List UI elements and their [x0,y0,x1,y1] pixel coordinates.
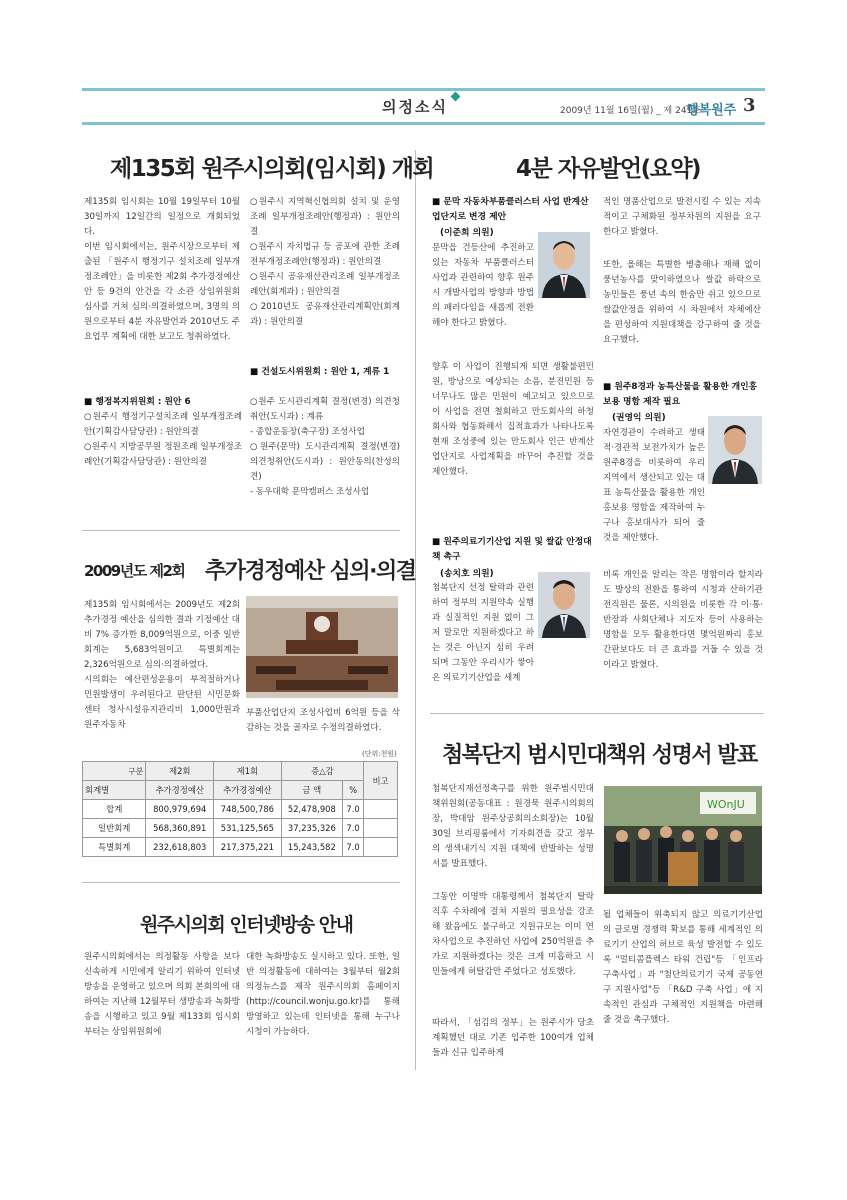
speech2-heading: ■ 원주의료기기산업 지원 및 쌀값 안정대책 촉구 [432,537,592,562]
table-cell-note [364,838,398,857]
table-header-gubun [83,762,146,781]
article3-col2: 대한 녹화방송도 실시하고 있다. 또한, 일반 의정활동에 대하여는 3월부터 월2회 의정뉴스를 제작 원주시의회 홈페이지(http://council.wonju.go.kr)를 통해 방영하고 있는데 인터넷을 통해 누구나 시청이 가능하다. [246,952,400,1037]
table-header-diff: 증△감 [281,762,363,781]
section-title-dot-icon [451,92,461,102]
issue-date: 2009년 11월 16일(월) _ 제 241호 [560,106,701,116]
table-header-amount: 금 액 [281,781,342,800]
article2-title-big: 추가경정예산 심의·의결 [205,559,416,584]
article2-title-small: 2009년도 제2회 [84,562,185,580]
article1-col2-item: ○원주시 지역혁신협의회 설치 및 운영조례 일부개정조례안(행정과) : 원안의결 [250,197,400,237]
table-row [83,838,398,857]
article1-col2-item: ○원주시 자치법규 등 공포에 관한 조례 전부개정조례안(행정과) : 원안의결 [250,242,400,267]
table-cell-pct: 7.0 [343,819,364,838]
table-cell-amount: 15,243,582 [281,838,342,857]
banner-sign-text: WOnJU [707,798,745,811]
section-title: 의정소식 [382,98,448,116]
table-cell-v2: 568,360,891 [146,819,214,838]
speech2-speaker: (송치호 의원) [440,569,494,579]
table-cell-pct: 7.0 [343,800,364,819]
table-header-1st: 제1회 [214,762,282,781]
table-cell-v1: 531,125,565 [214,819,282,838]
article-divider [430,713,764,714]
speaker1-portrait [538,232,590,298]
article1-col1 [84,195,240,385]
header-top-rule [82,88,765,91]
article1-col2-item: ○2010년도 공유재산관리계획안(회계과) : 원안의결 [250,302,400,327]
article2-col1-p2: 시의회는 예산편성운용이 부적절하거나 민원발생이 우려된다고 판단된 시민문화센터 청사시설유지관리비 1,000만원과 원주자동차 [84,675,240,730]
speaker2-portrait [538,572,590,638]
article1-col1-p2: 이번 임시회에서는, 원주시장으로부터 제출된 「원주시 행정기구 설치조례 일부개정조례안」을 비롯한 제2회 추가경정예산안 등 9건의 안건을 각 소관 상임위원회 심사를 거쳐 심의·의결하였으며, 3명의 의원으로부터 4분 자유발언과 2010년도 주요업무 계획에 대한 보고도 청취하였다. [84,242,240,342]
table-cell-name: 일반회계 [83,819,146,838]
article4-title: 4분 자유발언(요약) [516,156,701,182]
committee1-heading: ■ 행정복지위원회 : 원안 6 [84,397,191,407]
article2-col1 [84,598,240,752]
table-cell-name: 합계 [83,800,146,819]
table-header-hoegye: 회계별 [83,781,146,800]
brand-name: 행복원주 [686,103,737,118]
table-cell-v2: 232,618,803 [146,838,214,857]
committee1-item: ○원주시 행정기구설치조례 일부개정조례안(기획감사담당관) : 원안의결 [84,412,242,437]
article1-col2-item: ○원주시 공유재산관리조례 일부개정조례안(회계과) : 원안의결 [250,272,400,297]
table-header-note: 비고 [364,762,398,800]
table-cell-v2: 800,979,694 [146,800,214,819]
committee2-item: ○원주 도시관리계획 결정(변경) 의견청취안(도시과) : 계류 [250,397,400,422]
committee1-item: ○원주시 지방공무원 정원조례 일부개정조례안(기획감사담당관) : 원안의결 [84,442,242,467]
article5-col2-p1: 될 업체들이 위축되지 않고 의료기기산업의 글로벌 경쟁력 확보를 통해 세계적인 의료기기 산업의 허브로 육성 발전할 수 있도록 "멀티콤플렉스 타워 건립"등 「인프라 구축사업」과 "첨단의료기기 국제 공동연구 지원사업"등 「R&D 구축 사업」에 지속적인 관심과 구체적인 지원책을 마련해 줄 것을 촉구했다. [603,910,763,1025]
speech2-p1-start: 첨복단지 선정 탈락과 관련하여 정부의 지원약속 실행과 실질적인 지원 없이 그저 말로만 지원하겠다고 하는 것은 아닌지 심히 우려되며 그동안 우리시가 쌓아온 의료기기산업을 세계 [432,583,534,683]
committee2-heading: ■ 건설도시위원회 : 원안 1, 계류 1 [250,367,390,377]
speech2-col2-p1: 적인 명품산업으로 발전시킬 수 있는 지속적이고 구체화된 정부차원의 지원을 요구한다고 밝혔다. [603,197,761,237]
table-cell-amount: 52,478,908 [281,800,342,819]
table-cell-v1: 748,500,786 [214,800,282,819]
article3-title: 원주시의회 인터넷방송 안내 [140,914,353,936]
table-cell-note [364,800,398,819]
committee2-item: ○원주(문막) 도시관리계획 결정(변경) 의견청취안(도시과) : 원안동의(찬성의견) [250,442,400,482]
article2-col2: 부품산업단지 조성사업비 6억원 등을 삭감하는 것을 골자로 수정의결하였다. [246,708,400,733]
committee1-list [84,410,242,510]
speaker3-portrait [708,416,762,484]
table-row [83,800,398,819]
speaker1-portrait-image [538,232,590,298]
article5-col1-p2: 그동안 이명박 대통령께서 첨복단지 탈락 직후 수차례에 걸쳐 지원의 필요성을 강조해 왔음에도 불구하고 지원규모는 이미 연차사업으로 추진하던 사업에 250억원을 추가로 지원하겠다는 것은 크게 미흡하고 시민들에게 허탈감만 주었다고 성토했다. [432,892,594,977]
page-number: 3 [743,95,756,116]
table-cell-name: 특별회계 [83,838,146,857]
article1-col1-p1: 제135회 임시회는 10월 19일부터 10월 30일까지 12일간의 일정으로 개회되었다. [84,197,240,237]
committee2-item: - 종합운동장(축구장) 조성사업 [250,427,365,437]
council-chamber-image [246,596,398,698]
article1-col2-list [250,195,400,355]
press-conference-photo [604,786,762,894]
article2-col1-p1: 제135회 임시회에서는 2009년도 제2회 추가경정 예산을 심의한 결과 기정예산 대비 7% 증가한 8,009억원으로, 이중 일반회계는 5,683억원이고 특별회계는 2,326억원으로 심의·의결하였다. [84,600,240,670]
column-divider [415,150,416,1070]
article-divider [82,530,400,531]
table-cell-note [364,819,398,838]
speaker3-portrait-image [708,416,762,484]
speech3-p1-start: 자연경관이 수려하고 생태적·경관적 보전가치가 높은 원주8경을 비롯하여 우리지역에서 생산되고 있는 대표 농특산물을 활용한 개인홍보용 명함을 제작하여 누구나 홍보대사가 되어 줄 것을 제안했다. [603,428,705,543]
article5-title: 첨복단지 범시민대책위 성명서 발표 [442,743,757,768]
table-cell-amount: 37,235,326 [281,819,342,838]
speech3-speaker: (권영익 의원) [612,413,666,423]
table-header-gubun-label: 구분 [127,766,144,776]
article5-col1-p1: 첨복단지재선정촉구를 위한 원주범시민대책위원회(공동대표 : 원경묵 원주시의회의장, 박대암 원주상공회의소회장)는 10월 30일 브리핑룸에서 기자회견을 갖고 정부의 생색내기식 지원 대책에 반발하는 성명서를 발표했다. [432,784,594,869]
speech2-col2-p2: 또한, 올해는 특별한 병충해나 재해 없이 풍년농사를 맞이하였으나 쌀값 하락으로 농민들은 풍년 속의 한숨만 쉬고 있으므로 쌀값안정을 위하여 시 차원에서 자체예산을 편성하여 지원대책을 강구하여 줄 것을 요구했다. [603,260,761,345]
article3-col1: 원주시의회에서는 의정활동 사항을 보다 신속하게 시민에게 알리기 위하여 인터넷 방송을 운영하고 있으며 의회 본회의에 대하여는 지난해 12월부터 생방송과 녹화방송을 시행하고 있고 9월 제133회 임시회부터는 상임위원회에 [84,952,240,1037]
speech3-p2: 비록 개인을 알리는 작은 명함이라 할지라도 발상의 전환을 통하여 시청과 산하기관 전직원은 물론, 시의원을 비롯한 각 이·통·반장과 사회단체나 지도자 등이 사용하는 명함을 모두 활용한다면 몇억원짜리 홍보간판보다도 더 큰 효과를 거둘 수 있을 것이라고 밝혔다. [603,570,763,670]
table-header-pct: % [343,781,364,800]
speaker2-portrait-image [538,572,590,638]
speech1-p1-start: 문막읍 건등산에 추진하고 있는 자동차 부품클러스터 사업과 관련하여 향후 원주시 개발사업의 방향과 방법의 패러다임을 새롭게 전환해야 한다고 밝혔다. [432,243,534,328]
table-unit: (단위:천원) [362,750,397,758]
table-cell-pct: 7.0 [343,838,364,857]
speech3-heading: ■ 원주8경과 농특산물을 활용한 개인홍보용 명함 제작 필요 [603,382,758,407]
budget-table [82,761,398,857]
table-cell-v1: 217,375,221 [214,838,282,857]
article1-title: 제135회 원주시의회(임시회) 개회 [110,156,434,182]
committee2-list [250,395,400,515]
press-conference-image [604,786,762,894]
speech2-p1-cont [432,641,594,691]
speech1-p2: 향후 이 사업이 진행되게 되면 생활불편민원, 방낭으로 예상되는 소음, 분진민원 등 너무나도 많은 민원이 예고되고 있으므로 이 사업을 전면 철회하고 만도회사의 하청회사와 협동화해서 집적효과가 나타나도록 현재 조성중에 있는 만도회사 인근 반계산업단지로 사업계획을 바꾸어 추진할 것을 제안했다. [432,362,594,477]
table-header-1st-sub: 추가경정예산 [214,781,282,800]
speech1-speaker: (이준희 의원) [440,228,494,238]
article-divider [82,882,400,883]
table-header-2nd: 제2회 [146,762,214,781]
council-chamber-photo [246,596,398,698]
table-row [83,819,398,838]
speech1-heading: ■ 문막 자동차부품클러스터 사업 반계산업단지로 변경 제안 [432,197,589,222]
header-bottom-rule [82,122,765,125]
table-header-2nd-sub: 추가경정예산 [146,781,214,800]
committee2-item: - 동우대학 문막캠퍼스 조성사업 [250,487,370,497]
article5-col1-p3: 따라서, 「섬김의 정부」는 원주시가 당초 계획했던 대로 기존 입주한 100여개 업체들과 신규 입주하게 [432,1018,594,1058]
